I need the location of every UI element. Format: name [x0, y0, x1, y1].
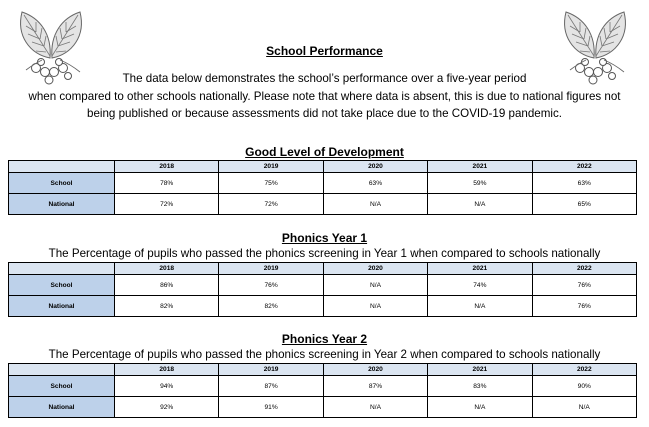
year-header: 2022 [532, 263, 636, 275]
row-label: National [9, 397, 115, 418]
year-header: 2019 [219, 364, 323, 376]
year-header: 2020 [323, 161, 427, 173]
table-cell: N/A [323, 296, 427, 317]
corner-cell [9, 263, 115, 275]
corner-cell [9, 161, 115, 173]
page-title: School Performance [266, 44, 383, 58]
corner-cell [9, 364, 115, 376]
year-header: 2022 [532, 161, 636, 173]
table-cell: 76% [532, 275, 636, 296]
table-row-national [9, 397, 637, 418]
year-header: 2021 [428, 364, 532, 376]
table-cell: N/A [428, 194, 532, 215]
table-cell: N/A [428, 397, 532, 418]
year-header: 2020 [323, 263, 427, 275]
table-cell: N/A [428, 296, 532, 317]
table-row-school [9, 275, 637, 296]
table-cell: 65% [532, 194, 636, 215]
table-header-row [9, 364, 637, 376]
table-cell: 87% [219, 376, 323, 397]
year-header: 2018 [115, 161, 219, 173]
phonics-y2-table [8, 363, 637, 418]
table-cell: 63% [323, 173, 427, 194]
row-label: National [9, 296, 115, 317]
intro-line: being published or because assessments did not take place due to the COVID-19 pandemic. [87, 107, 562, 120]
table-cell: 83% [428, 376, 532, 397]
intro-text [4, 70, 645, 123]
intro-line: The data below demonstrates the school’s performance over a five-year period [122, 72, 527, 85]
gld-table [8, 160, 637, 215]
table-cell: 91% [219, 397, 323, 418]
row-label: School [9, 173, 115, 194]
table-cell: 82% [219, 296, 323, 317]
section-title-gld: Good Level of Development [245, 145, 404, 159]
section-title-phonics-y1: Phonics Year 1 [281, 231, 368, 245]
table-cell: 78% [115, 173, 219, 194]
year-header: 2020 [323, 364, 427, 376]
table-cell: 92% [115, 397, 219, 418]
year-header: 2022 [532, 364, 636, 376]
table-cell: 59% [428, 173, 532, 194]
table-cell: 76% [219, 275, 323, 296]
table-cell: 75% [219, 173, 323, 194]
table-cell: 94% [115, 376, 219, 397]
section-subtitle-phonics-y2: The Percentage of pupils who passed the phonics screening in Year 2 when compared to schools nationally [48, 348, 601, 361]
table-row-national [9, 296, 637, 317]
section-subtitle-phonics-y1: The Percentage of pupils who passed the phonics screening in Year 1 when compared to schools nationally [48, 247, 601, 260]
table-row-national [9, 194, 637, 215]
section-title-phonics-y2: Phonics Year 2 [281, 332, 368, 346]
year-header: 2021 [428, 161, 532, 173]
table-cell: 63% [532, 173, 636, 194]
year-header: 2018 [115, 364, 219, 376]
table-row-school [9, 173, 637, 194]
table-cell: 72% [115, 194, 219, 215]
row-label: School [9, 376, 115, 397]
table-cell: 86% [115, 275, 219, 296]
table-cell: 74% [428, 275, 532, 296]
row-label: School [9, 275, 115, 296]
year-header: 2018 [115, 263, 219, 275]
table-cell: N/A [532, 397, 636, 418]
table-header-row [9, 161, 637, 173]
table-cell: N/A [323, 275, 427, 296]
table-cell: N/A [323, 194, 427, 215]
table-cell: 72% [219, 194, 323, 215]
table-header-row [9, 263, 637, 275]
year-header: 2019 [219, 161, 323, 173]
phonics-y1-table [8, 262, 637, 317]
table-cell: N/A [323, 397, 427, 418]
table-cell: 82% [115, 296, 219, 317]
table-row-school [9, 376, 637, 397]
year-header: 2021 [428, 263, 532, 275]
intro-line: when compared to other schools nationally. Please note that where data is absent, this is due to national figures not [28, 89, 621, 103]
table-cell: 90% [532, 376, 636, 397]
table-cell: 76% [532, 296, 636, 317]
row-label: National [9, 194, 115, 215]
year-header: 2019 [219, 263, 323, 275]
table-cell: 87% [323, 376, 427, 397]
